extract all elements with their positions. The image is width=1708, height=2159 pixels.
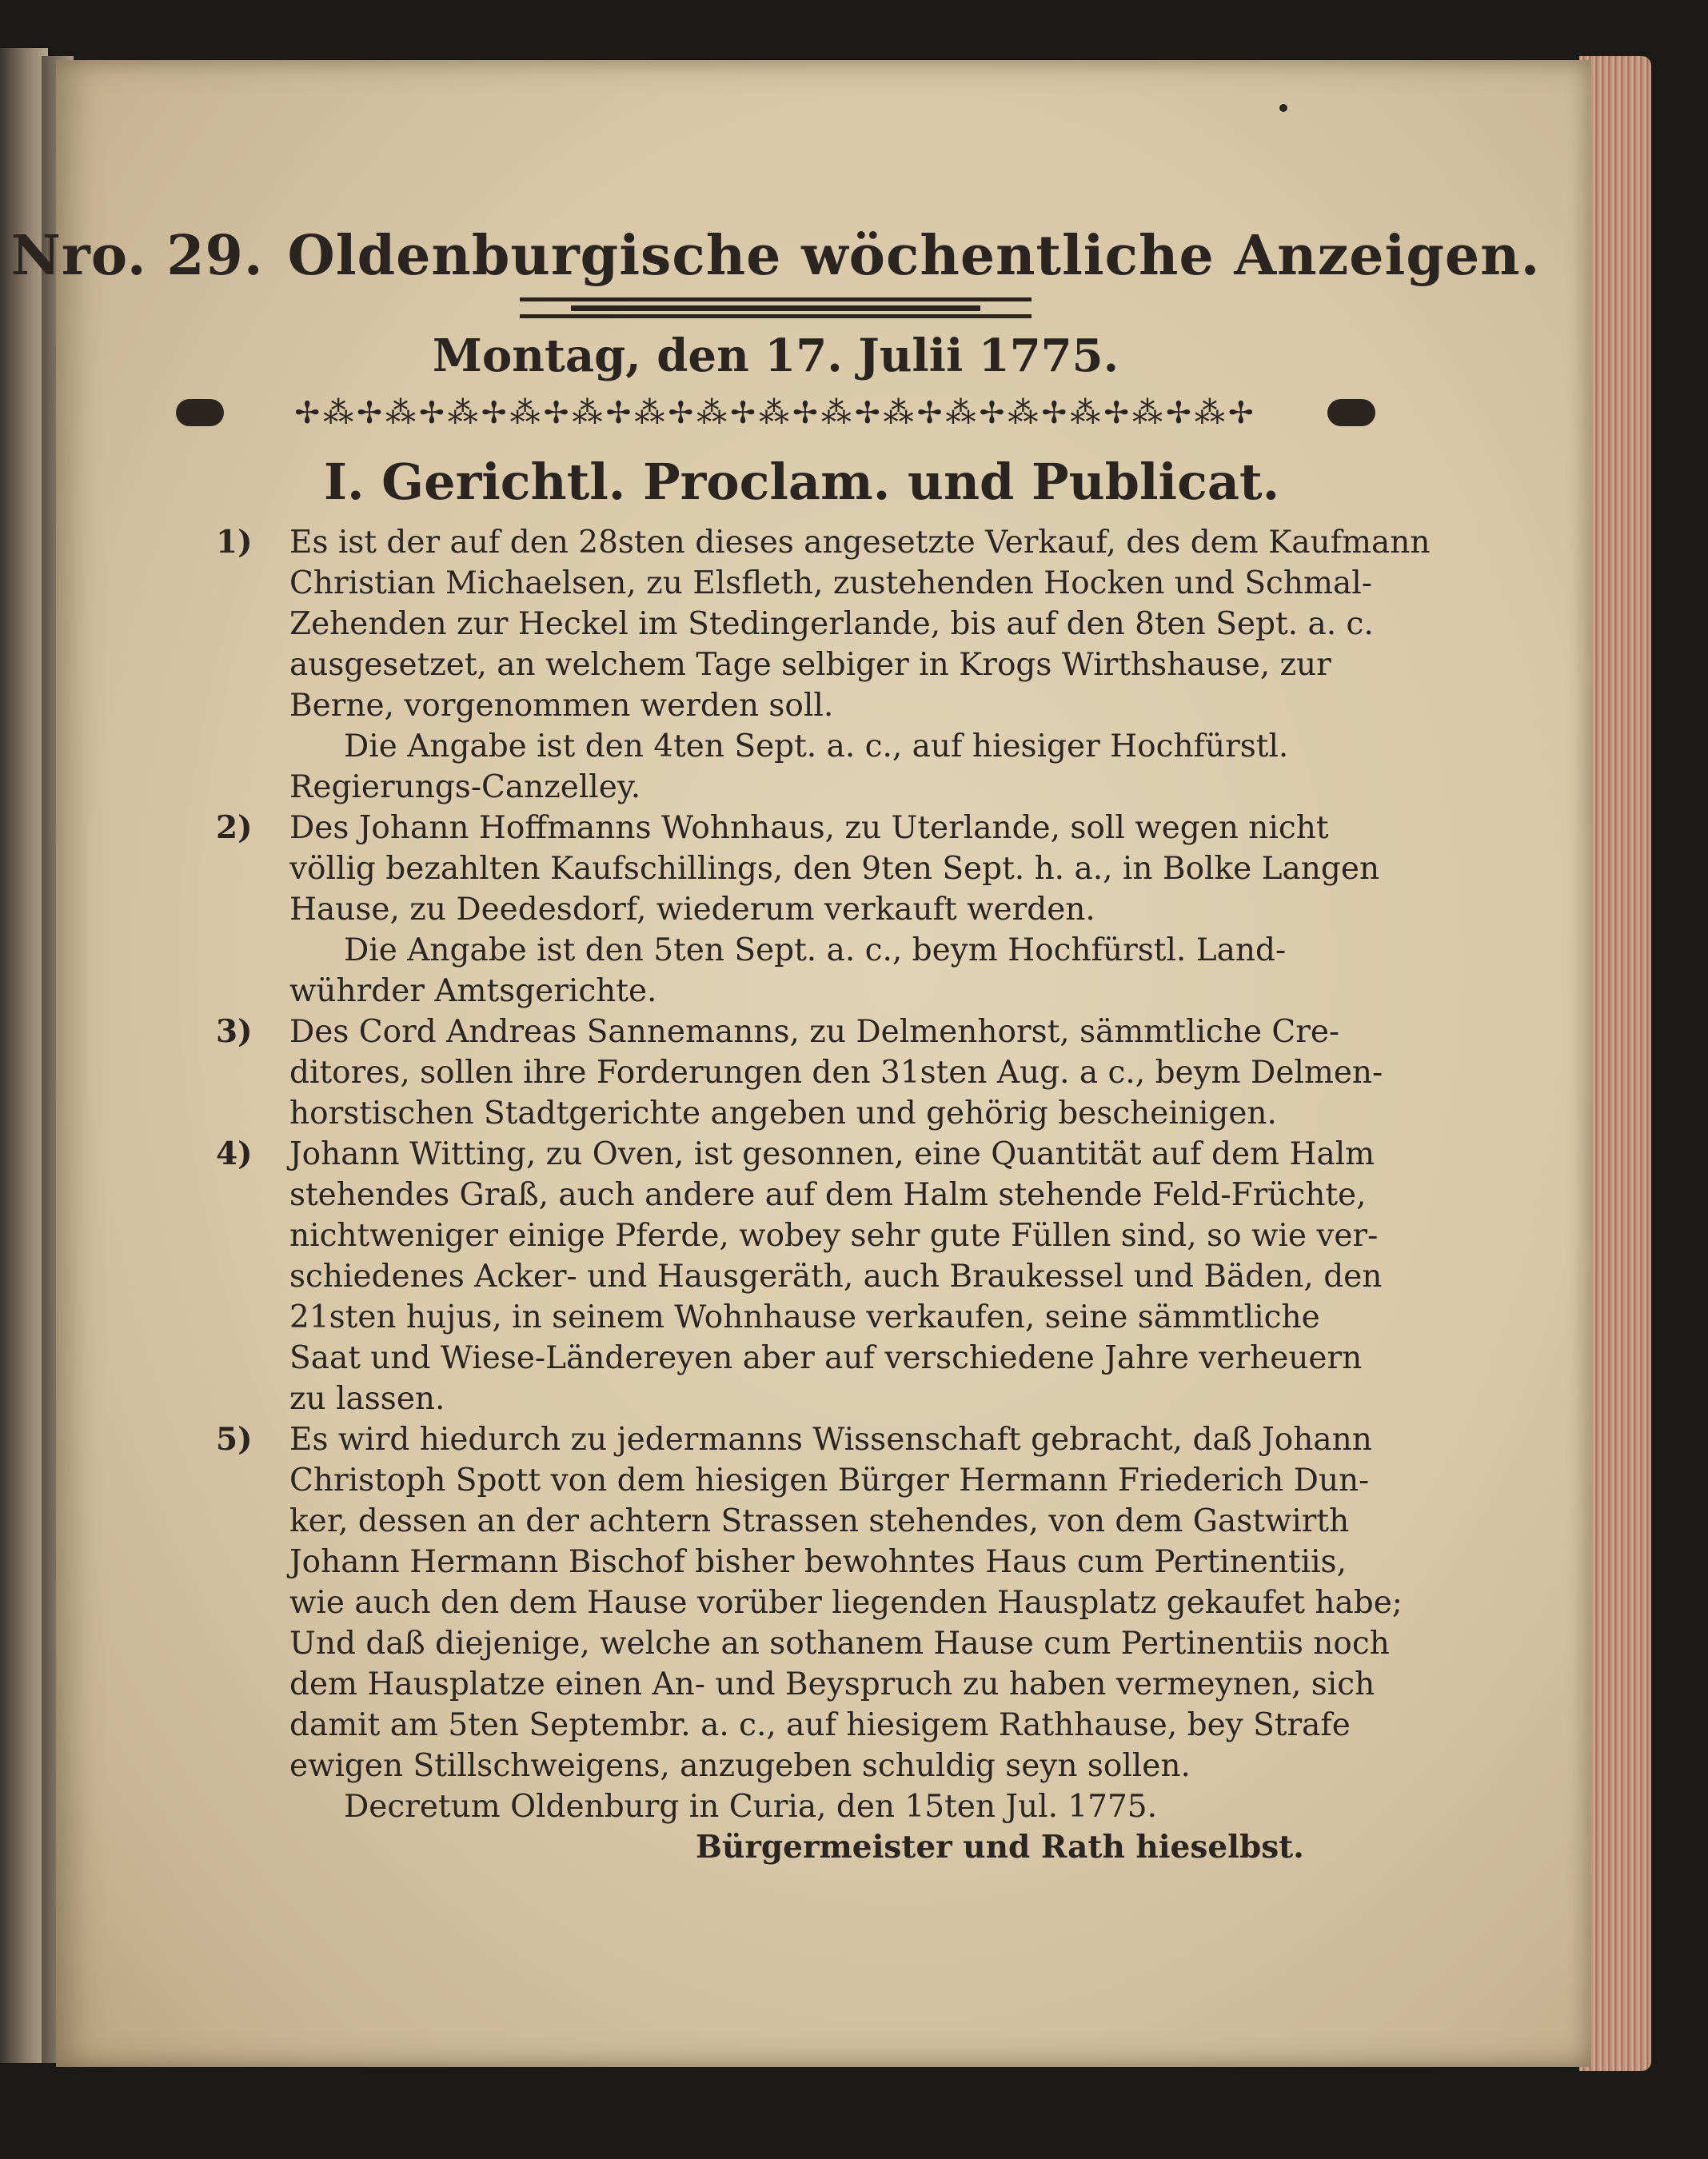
notice-item — [216, 808, 1380, 930]
notice-number: 3) — [216, 1013, 253, 1050]
notice-line: Berne, vorgenommen werden soll. — [289, 688, 834, 724]
notice-line: Es ist der auf den 28sten dieses angesetzte Verkauf, des dem Kaufmann — [289, 525, 1431, 561]
notice-text — [289, 1134, 1382, 1419]
notice-note-line: Die Angabe ist den 4ten Sept. a. c., auf hiesiger Hochfürstl. — [344, 728, 1289, 764]
notice-note — [216, 930, 1335, 1012]
notice-text — [289, 808, 1379, 930]
notice-line: Zehenden zur Heckel im Stedingerlande, bis auf den 8ten Sept. a. c. — [289, 606, 1374, 642]
section-heading: I. Gerichtl. Proclam. und Publicat. — [324, 453, 1280, 511]
decree-line: Decretum Oldenburg in Curia, den 15ten Jul. 1775. — [344, 1789, 1158, 1825]
notice-text — [289, 522, 1431, 726]
notice-note-line: Regierungs-Canzelley. — [289, 769, 641, 805]
notice-line: ausgesetzet, an welchem Tage selbiger in Krogs Wirthshause, zur — [289, 647, 1331, 683]
newspaper-title: Oldenburgische wöchentliche Anzeigen. — [287, 224, 1541, 288]
notice-text — [289, 1419, 1403, 1786]
signature-line: Bürgermeister und Rath hieselbst. — [696, 1829, 1304, 1866]
ornament-left-cap — [176, 399, 224, 426]
notice-line: schiedenes Acker- und Hausgeräth, auch Braukessel und Bäden, den — [289, 1259, 1383, 1295]
notice-list — [216, 522, 1431, 1786]
notice-line: nichtweniger einige Pferde, wobey sehr gute Füllen sind, so wie ver- — [289, 1218, 1379, 1254]
ornament-band — [176, 395, 1375, 430]
ornament-pattern: ✢⁂✢⁂✢⁂✢⁂✢⁂✢⁂✢⁂✢⁂✢⁂✢⁂✢⁂✢⁂✢⁂✢⁂✢⁂✢ — [294, 395, 1257, 430]
notice-note-line: Die Angabe ist den 5ten Sept. a. c., beym Hochfürstl. Land- — [344, 932, 1287, 968]
notice-line: Es wird hiedurch zu jedermanns Wissenschaft gebracht, daß Johann — [289, 1422, 1372, 1458]
notice-line: Saat und Wiese-Ländereyen aber auf verschiedene Jahre verheuern — [289, 1340, 1363, 1376]
notice-item — [216, 1012, 1383, 1134]
ink-spot — [1279, 104, 1287, 112]
page-content — [10, 224, 1541, 1868]
notice-line: 21sten hujus, in seinem Wohnhause verkaufen, seine sämmtliche — [289, 1299, 1320, 1335]
notice-line: ker, dessen an der achtern Strassen stehendes, von dem Gastwirth — [289, 1503, 1350, 1539]
notice-line: völlig bezahlten Kaufschillings, den 9ten Sept. h. a., in Bolke Langen — [289, 851, 1380, 887]
notice-number: 2) — [216, 809, 253, 846]
masthead — [10, 224, 1541, 288]
ornament-right-cap — [1327, 399, 1375, 426]
notice-line: wie auch den dem Hause vorüber liegenden Hausplatz gekaufet habe; — [289, 1585, 1403, 1621]
left-page-edge — [0, 48, 48, 2063]
notice-line: ewigen Stillschweigens, anzugeben schuldig seyn sollen. — [289, 1748, 1191, 1784]
notice-note-line: wührder Amtsgerichte. — [289, 973, 657, 1009]
notice-number: 1) — [216, 524, 253, 561]
notice-text — [289, 1012, 1383, 1134]
notice-line: dem Hausplatze einen An- und Beyspruch zu haben vermeynen, sich — [289, 1666, 1375, 1702]
notice-line: Christian Michaelsen, zu Elsfleth, zustehenden Hocken und Schmal- — [289, 565, 1372, 601]
notice-item — [216, 522, 1431, 726]
notice-line: Des Cord Andreas Sannemanns, zu Delmenhorst, sämmtliche Cre- — [289, 1014, 1340, 1050]
notice-line: Johann Witting, zu Oven, ist gesonnen, eine Quantität auf dem Halm — [289, 1136, 1375, 1172]
notice-line: ditores, sollen ihre Forderungen den 31sten Aug. a c., beym Delmen- — [289, 1055, 1383, 1091]
notice-line: Hause, zu Deedesdorf, wiederum verkauft werden. — [289, 892, 1095, 928]
issue-number: Nro. 29. — [10, 224, 264, 288]
notice-line: Des Johann Hoffmanns Wohnhaus, zu Uterlande, soll wegen nicht — [289, 810, 1329, 846]
notice-number: 4) — [216, 1135, 253, 1172]
issue-date: Montag, den 17. Julii 1775. — [432, 329, 1119, 382]
notice-line: zu lassen. — [289, 1381, 445, 1417]
title-rule — [520, 297, 1032, 318]
notice-line: horstischen Stadtgerichte angeben und gehörig bescheinigen. — [289, 1095, 1277, 1131]
notice-item — [216, 1419, 1403, 1786]
notice-line: Johann Hermann Bischof bisher bewohntes Haus cum Pertinentiis, — [289, 1544, 1347, 1580]
notice-line: damit am 5ten Septembr. a. c., auf hiesigem Rathhause, bey Strafe — [289, 1707, 1351, 1743]
notice-line: Und daß diejenige, welche an sothanem Hause cum Pertinentiis noch — [289, 1626, 1390, 1662]
notice-number: 5) — [216, 1421, 253, 1458]
notice-line: Christoph Spott von dem hiesigen Bürger Hermann Friederich Dun- — [289, 1463, 1370, 1499]
notice-item — [216, 1134, 1383, 1419]
notice-line: stehendes Graß, auch andere auf dem Halm stehende Feld-Früchte, — [289, 1177, 1367, 1213]
notice-note — [216, 726, 1335, 808]
